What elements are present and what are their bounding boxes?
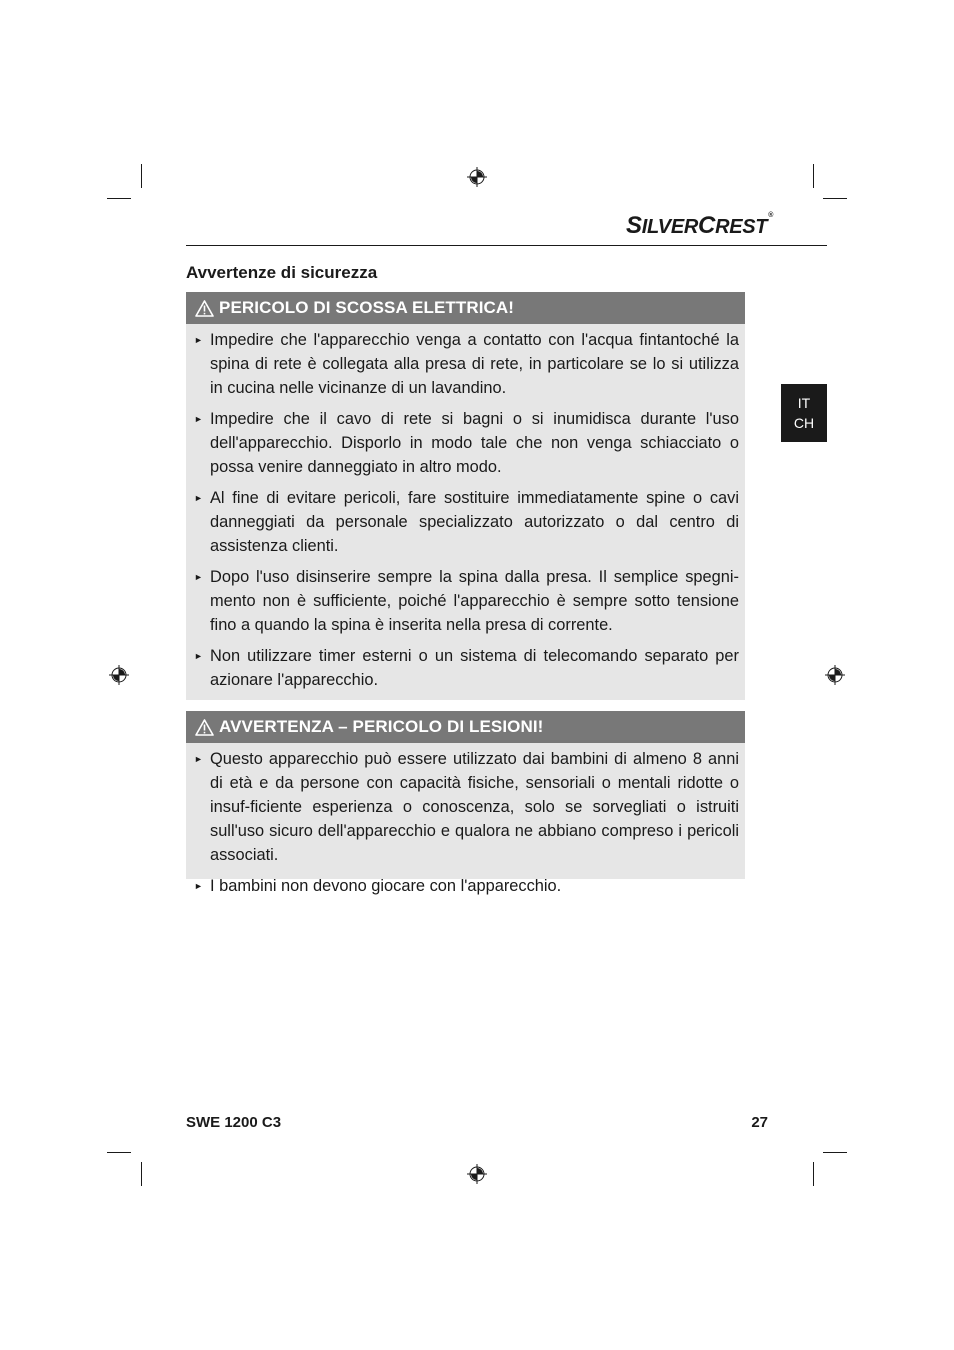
crop-mark	[823, 198, 847, 199]
section-title: Avvertenze di sicurezza	[186, 263, 378, 282]
bullet-arrow-icon: ►	[194, 754, 203, 764]
warning-box-electric-shock	[186, 292, 745, 700]
crop-mark	[813, 1162, 814, 1186]
warning-header	[186, 711, 745, 743]
crop-mark	[823, 1152, 847, 1153]
warning-triangle-icon	[195, 300, 214, 317]
bullet-arrow-icon: ►	[194, 335, 203, 345]
registration-mark-icon	[467, 167, 487, 187]
list-item: ► Non utilizzare timer esterni o un sistema di telecomando separato per azionare l'apparecchio.	[192, 644, 739, 692]
list-item: ► Impedire che l'apparecchio venga a contatto con l'acqua fintantoché la spina di rete è collegata alla presa di rete, in particolare se lo si utilizza in cucina nelle vicinanze di un lavandino.	[192, 328, 739, 400]
warning-header	[186, 292, 745, 324]
list-item: ► I bambini non devono giocare con l'apparecchio.	[192, 874, 739, 898]
bullet-arrow-icon: ►	[194, 881, 203, 891]
list-item: ► Impedire che il cavo di rete si bagni o si inumidisca durante l'uso dell'apparecchio. Disporlo in modo tale che non venga schiacciato o possa venire danneggiato in altro modo.	[192, 407, 739, 479]
warning-list	[186, 743, 745, 906]
brand-logo: SILVERCREST®	[626, 212, 774, 239]
page-number: 27	[751, 1114, 768, 1131]
list-item: ► Dopo l'uso disinserire sempre la spina dalla presa. Il semplice spegni-mento non è sufficiente, poiché l'apparecchio è sempre sotto tensione fino a quando la spina è inserita nella presa di corrente.	[192, 565, 739, 637]
bullet-arrow-icon: ►	[194, 651, 203, 661]
crop-mark	[107, 198, 131, 199]
registration-mark-icon	[467, 1164, 487, 1184]
registration-mark-icon	[109, 665, 129, 685]
language-tab	[781, 384, 827, 442]
bullet-arrow-icon: ►	[194, 572, 203, 582]
crop-mark	[813, 164, 814, 188]
language-code-ch: CH	[793, 415, 815, 431]
warning-title: AVVERTENZA – PERICOLO DI LESIONI!	[219, 717, 544, 736]
language-code-it: IT	[797, 395, 811, 411]
list-item: ► Al fine di evitare pericoli, fare sostituire immediatamente spine o cavi danneggiati da personale specializzato autorizzato o dal centro di assistenza clienti.	[192, 486, 739, 558]
footer-model-number: SWE 1200 C3	[186, 1114, 282, 1131]
bullet-arrow-icon: ►	[194, 493, 203, 503]
warning-triangle-icon	[195, 719, 214, 736]
warning-title: PERICOLO DI SCOSSA ELETTRICA!	[219, 298, 515, 317]
crop-mark	[141, 1162, 142, 1186]
crop-mark	[141, 164, 142, 188]
bullet-arrow-icon: ►	[194, 414, 203, 424]
warning-box-injury	[186, 711, 745, 895]
warning-list	[186, 324, 745, 700]
header-rule	[186, 245, 827, 246]
crop-mark	[107, 1152, 131, 1153]
registration-mark-icon	[825, 665, 845, 685]
list-item: ► Questo apparecchio può essere utilizzato dai bambini di almeno 8 anni di età e da persone con capacità fisiche, sensoriali o mentali ridotte o insuf-ficiente esperienza o conoscenza, solo se sorvegliati o istruiti sull'uso sicuro dell'apparecchio e qualora ne abbiano compreso i pericoli associati.	[192, 747, 739, 867]
